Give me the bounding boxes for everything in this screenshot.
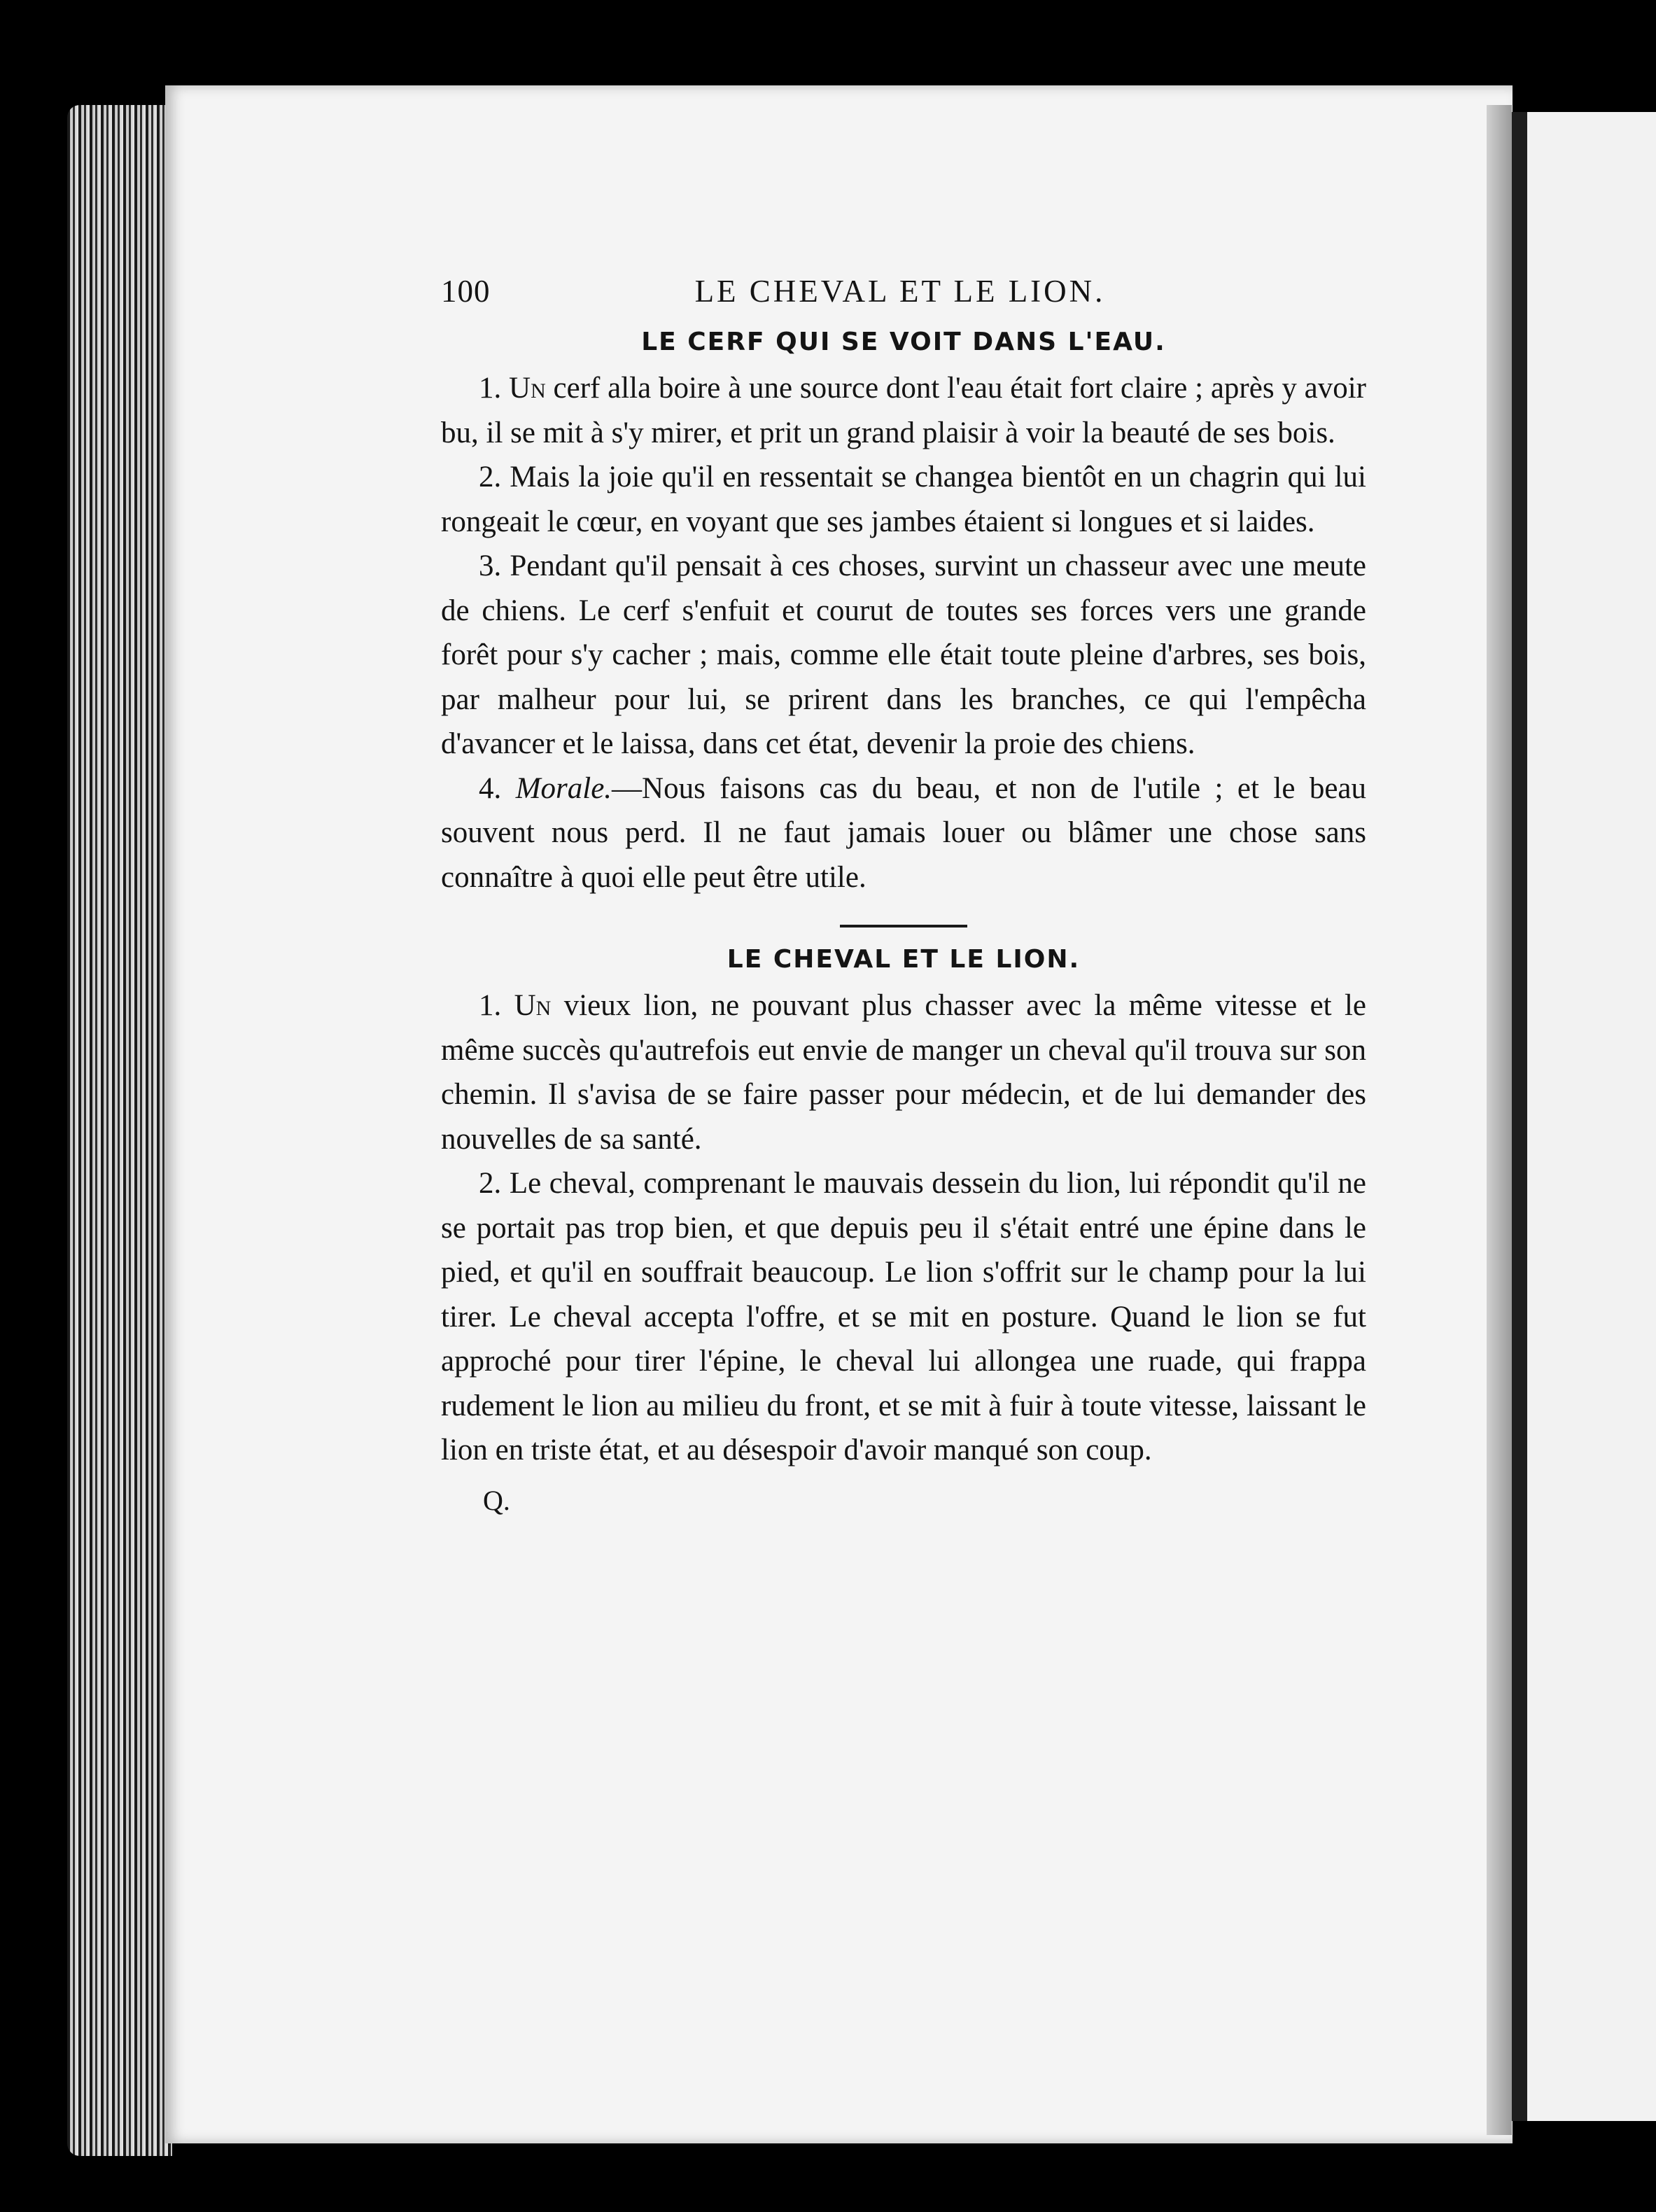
running-title: LE CHEVAL ET LE LION. (694, 274, 1106, 309)
book-page-edges (67, 105, 172, 2156)
paragraph-text: cerf alla boire à une source dont l'eau était fort claire ; après y avoir bu, il se mit à s'y mirer, et prit un grand plaisir à voir la beauté de ses bois. (441, 372, 1366, 449)
paragraph-text: Le cheval, comprenant le mauvais dessein du lion, lui répondit qu'il ne se portait pas trop bien, et que depuis peu il s'était entré une épine dans le pied, et qu'il en souffrait beaucoup. Le lion s'offrit sur le champ pour la lui tirer. Le cheval accepta l'offre, et se mit en posture. Quand le lion se fut approché pour tirer l'épine, le cheval lui allongea une ruade, qui frappa rudement le lion au milieu du front, et se mit à fuir à toute vitesse, laissant le lion en triste état, et au désespoir d'avoir manqué son coup. (441, 1167, 1366, 1466)
running-header (441, 270, 1366, 318)
paragraph-number: 2. (479, 1167, 502, 1200)
morale-label: Morale. (515, 771, 612, 805)
fable1-paragraph-3 (441, 544, 1366, 766)
paragraph-text: vieux lion, ne pouvant plus chasser avec la même vitesse et le même succès qu'autrefois eut envie de manger un cheval qu'il trouva sur son chemin. Il s'avisa de se faire passer pour médecin, et de lui demander des nouvelles de sa santé. (441, 989, 1367, 1156)
fable2-paragraph-2 (441, 1161, 1366, 1473)
fable2-paragraph-1 (441, 983, 1366, 1161)
paragraph-text: Pendant qu'il pensait à ces choses, survint un chasseur avec une meute de chiens. Le cerf s'enfuit et courut de toutes ses forces vers une grande forêt pour s'y cacher ; mais, comme elle était toute pleine d'arbres, ses bois, par malheur pour lui, se prirent dans les branches, ce qui l'empêcha d'avancer et le laissa, dans cet état, devenir la proie des chiens. (441, 550, 1367, 760)
page-number: 100 (441, 274, 491, 309)
fable-title-cheval: LE CHEVAL ET LE LION. (727, 945, 1081, 974)
page-gutter (1487, 105, 1512, 2135)
section-divider (840, 925, 967, 927)
fable1-paragraph-2 (441, 455, 1366, 544)
paragraph-number: 1. (479, 372, 502, 405)
facing-page-edge (1512, 112, 1656, 2121)
paragraph-number: 2. (479, 461, 502, 493)
small-caps-opening: Un (509, 372, 546, 405)
paragraph-number: 1. (479, 989, 502, 1022)
paragraph-text: Mais la joie qu'il en ressentait se changea bientôt en un chagrin qui lui rongeait le cœur, en voyant que ses jambes étaient si longues et si laides. (441, 461, 1367, 538)
signature-mark: Q. (483, 1484, 510, 1516)
paragraph-number: 4. (479, 771, 502, 805)
fable-title-cerf: LE CERF QUI SE VOIT DANS L'EAU. (641, 328, 1166, 356)
fable1-paragraph-1 (441, 366, 1366, 455)
paragraph-text: —Nous faisons cas du beau, et non de l'utile ; et le beau souvent nous perd. Il ne faut jamais louer ou blâmer une chose sans connaître à quoi elle peut être utile. (441, 771, 1367, 894)
fable1-paragraph-4 (441, 766, 1366, 900)
small-caps-opening: Un (514, 989, 552, 1022)
paragraph-number: 3. (479, 550, 502, 582)
page-content (441, 270, 1366, 1522)
